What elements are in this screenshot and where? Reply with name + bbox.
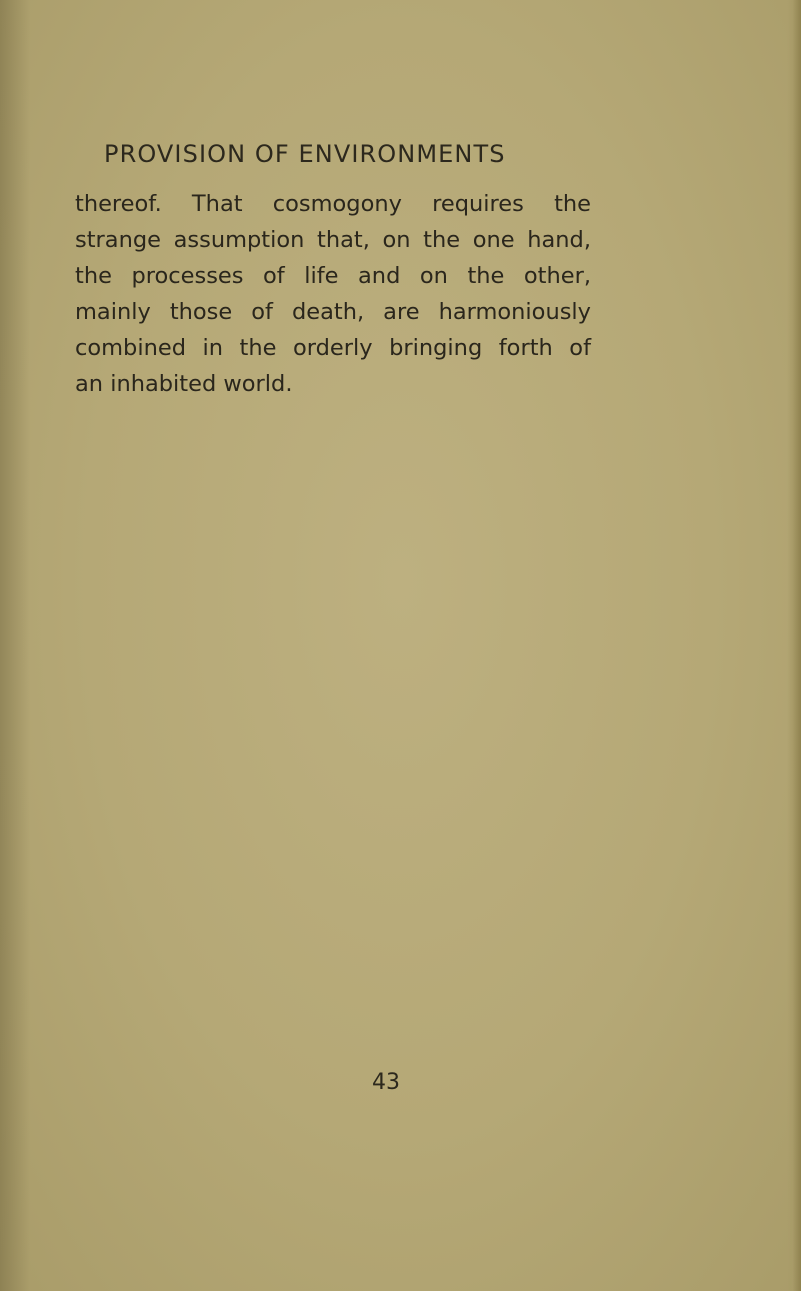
body-line: strange assumption that, on the one hand, <box>75 227 591 253</box>
running-head: PROVISION OF ENVIRONMENTS <box>104 140 506 168</box>
body-line: thereof. That cosmogony requires the <box>75 191 591 217</box>
page-number: 43 <box>372 1070 400 1095</box>
body-line: the processes of life and on the other, <box>75 263 591 289</box>
body-line: an inhabited world. <box>75 371 293 397</box>
body-line: combined in the orderly bringing forth of <box>75 335 591 361</box>
page-number-container <box>0 1070 801 1095</box>
page-gutter-shadow <box>0 0 30 1291</box>
body-paragraph <box>75 186 591 402</box>
page-edge <box>787 0 801 1291</box>
body-line: mainly those of death, are harmoniously <box>75 299 591 325</box>
